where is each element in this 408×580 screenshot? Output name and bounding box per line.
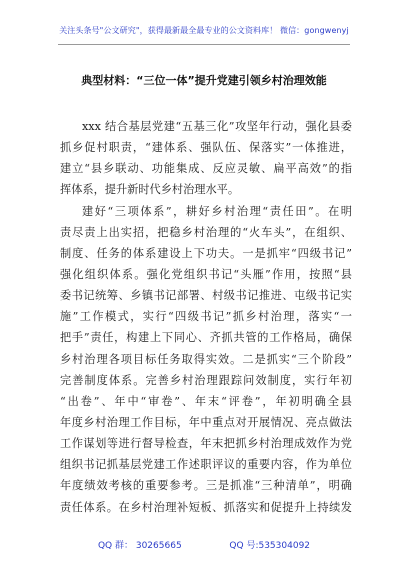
body-line: “出卷”、年中“审卷”、年末“评卷”，年初明确全县 [60,394,352,408]
footer-qq-number: QQ 号:535304092 [229,541,311,551]
body-line: 责尽责上出实招，把稳乡村治理的“火车头”，在组织、 [60,225,352,239]
header-banner: 关注头条号"公文研究"，获得最新最全最专业的公文资料库！ 微信：gongwenyj [59,26,349,35]
body-line: 抓乡促村职责，“建体系、强队伍、保落实”一体推进， [60,141,352,155]
body-line: 建好“三项体系”，耕好乡村治理“责任田”。在明 [82,204,352,218]
body-line: 把手”责任，构建上下同心、齐抓共管的工作格局，确保 [60,331,352,345]
footer-qq-group: QQ 群： 30265665 [97,541,182,551]
body-line: xxx 结合基层党建“五基三化”攻坚年行动，强化县委 [82,120,352,133]
body-line: 组织书记抓基层党建工作述职评议的重要内容，作为单位 [60,458,352,472]
body-line: 挥体系，提升新时代乡村治理水平。 [60,183,240,197]
body-line: 施”工作模式，实行“四级书记”抓乡村治理，落实“一 [60,310,352,324]
body-line: 建立“县乡联动、功能集成、反应灵敏、扁平高效”的指 [60,162,352,176]
body-line: 年度乡村治理工作目标，年中重点对开展情况、亮点做法 [60,415,352,429]
document-title: 典型材料：“三位一体”提升党建引领乡村治理效能 [81,74,327,87]
header-divider [58,44,350,45]
body-line: 强化组织体系。强化党组织书记“头雁”作用，按照“县 [60,267,352,281]
body-line: 制度、任务的体系建设上下功夫。一是抓牢“四级书记” [60,246,352,260]
body-line: 年度绩效考核的重要参考。三是抓准“三种清单”，明确 [60,479,352,493]
footer-contact [0,538,408,551]
body-line: 责任体系。在乡村治理补短板、抓落实和促提升上持续发 [60,500,352,514]
body-line: 工作谋划等进行督导检查，年末把抓乡村治理成效作为党 [60,437,352,451]
document-body [60,116,352,518]
body-line: 乡村治理各项目标任务取得实效。二是抓实“三个阶段” [60,352,352,366]
body-line: 完善制度体系。完善乡村治理跟踪问效制度，实行年初 [60,373,352,387]
body-line: 委书记统筹、乡镇书记部署、村级书记推进、屯级书记实 [60,289,352,303]
